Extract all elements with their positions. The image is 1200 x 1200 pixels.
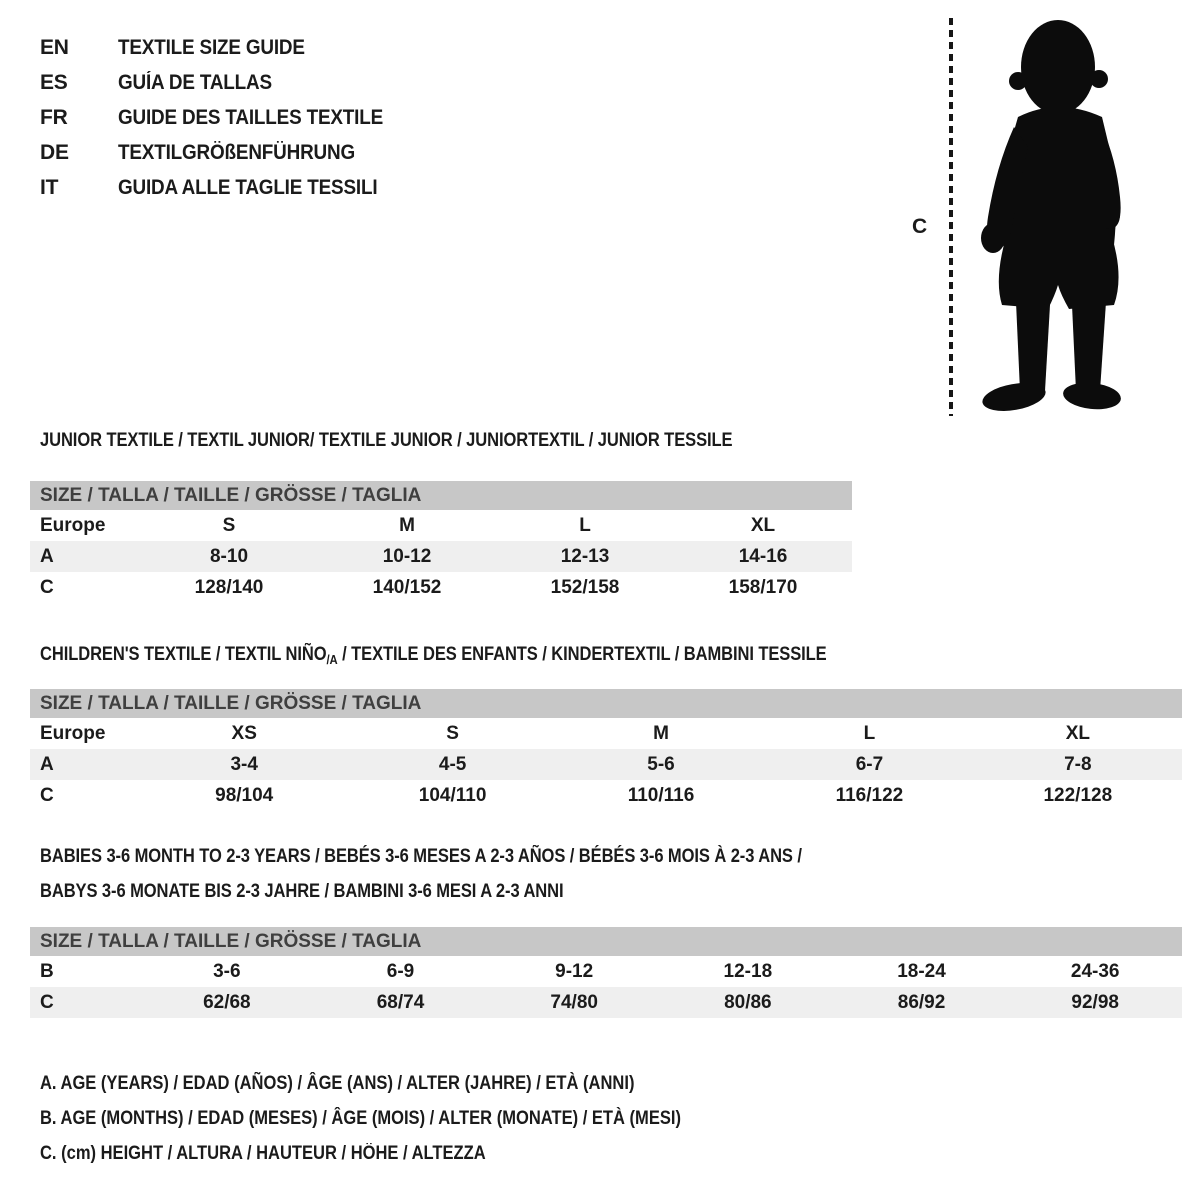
- size-column: S: [446, 722, 459, 744]
- size-column: S: [222, 514, 236, 536]
- row-label: C: [40, 784, 54, 806]
- region-label: Europe: [40, 514, 106, 536]
- cell-value: 6-9: [386, 960, 415, 982]
- language-title: GUIDE DES TAILLES TEXTILE: [118, 105, 384, 129]
- legend-line-c: C. (cm) HEIGHT / ALTURA / HAUTEUR / HÖHE / ALTEZZA: [40, 1142, 486, 1164]
- legend-line-b: B. AGE (MONTHS) / EDAD (MESES) / ÂGE (MOIS) / ALTER (MONATE) / ETÀ (MESI): [40, 1107, 681, 1129]
- language-code: ES: [40, 70, 68, 94]
- junior-size-table: [30, 481, 852, 603]
- toddler-silhouette: [962, 17, 1148, 415]
- table-row-age: [30, 749, 1182, 780]
- table-row-sizes: [30, 718, 1182, 749]
- cell-value: 110/116: [627, 784, 695, 806]
- measurement-legend: [40, 1066, 777, 1171]
- cell-value: 86/92: [897, 991, 946, 1013]
- language-title: TEXTILGRÖßENFÜHRUNG: [118, 140, 356, 164]
- language-code: DE: [40, 140, 69, 164]
- language-title: TEXTILE SIZE GUIDE: [118, 35, 305, 59]
- cell-value: 158/170: [728, 576, 798, 598]
- cell-value: 80/86: [724, 991, 772, 1013]
- language-row-fr: [40, 100, 412, 135]
- row-label: C: [40, 576, 54, 598]
- size-header-bar: SIZE / TALLA / TAILLE / GRÖSSE / TAGLIA: [30, 927, 1182, 956]
- cell-value: 6-7: [855, 753, 884, 775]
- language-row-it: [40, 170, 412, 205]
- babies-section-title-line2: BABYS 3-6 MONATE BIS 2-3 JAHRE / BAMBINI 3-6 MESI A 2-3 ANNI: [40, 881, 564, 902]
- cell-value: 122/128: [1043, 784, 1113, 806]
- table-row-height: [30, 987, 1182, 1018]
- cell-value: 12-18: [723, 960, 773, 982]
- cell-value: 128/140: [194, 576, 264, 598]
- cell-value: 68/74: [376, 991, 425, 1013]
- children-size-table: [30, 689, 1182, 811]
- size-column: XL: [750, 514, 776, 536]
- row-label: C: [40, 991, 54, 1013]
- nino-a-subscript: /A: [326, 652, 338, 667]
- cell-value: 18-24: [897, 960, 946, 982]
- cell-value: 3-6: [213, 960, 241, 982]
- language-row-en: [40, 30, 412, 65]
- cell-value: 24-36: [1070, 960, 1120, 982]
- region-label: Europe: [40, 722, 106, 744]
- cell-value: 7-8: [1064, 753, 1092, 775]
- language-code: EN: [40, 35, 69, 59]
- language-title: GUIDA ALLE TAGLIE TESSILI: [118, 175, 378, 199]
- size-column: L: [579, 514, 591, 536]
- language-row-es: [40, 65, 412, 100]
- row-label: B: [40, 960, 54, 982]
- cell-value: 3-4: [230, 753, 258, 775]
- cell-value: 12-13: [560, 545, 610, 567]
- language-code: FR: [40, 105, 68, 129]
- height-dashed-line: [949, 18, 953, 416]
- size-column: XL: [1065, 722, 1090, 744]
- table-row-sizes: [30, 510, 852, 541]
- children-section-title: CHILDREN'S TEXTILE / TEXTIL $NIÑO_{/A}$ / TEXTILE DES ENFANTS / KINDERTEXTIL / BAMBINI TESSILE: [40, 644, 827, 667]
- cell-value: 14-16: [738, 545, 788, 567]
- cell-value: 104/110: [418, 784, 487, 806]
- cell-value: 152/158: [550, 576, 620, 598]
- language-list: [40, 30, 412, 205]
- table-row-age: [30, 541, 852, 572]
- legend-line-a: A. AGE (YEARS) / EDAD (AÑOS) / ÂGE (ANS) / ALTER (JAHRE) / ETÀ (ANNI): [40, 1072, 635, 1094]
- height-measure-figure: [900, 15, 1180, 420]
- cell-value: 140/152: [372, 576, 442, 598]
- size-column: XS: [231, 722, 257, 744]
- cell-value: 62/68: [203, 991, 251, 1013]
- cell-value: 116/122: [835, 784, 904, 806]
- language-code: IT: [40, 175, 59, 199]
- cell-value: 5-6: [647, 753, 675, 775]
- junior-section-title: JUNIOR TEXTILE / TEXTIL JUNIOR/ TEXTILE JUNIOR / JUNIORTEXTIL / JUNIOR TESSILE: [40, 430, 733, 451]
- table-row-height: [30, 780, 1182, 811]
- babies-section-title-line1: BABIES 3-6 MONTH TO 2-3 YEARS / BEBÉS 3-6 MESES A 2-3 AÑOS / BÉBÉS 3-6 MOIS À 2-3 ANS /: [40, 846, 802, 867]
- size-column: M: [653, 722, 669, 744]
- language-row-de: [40, 135, 412, 170]
- table-row-age-months: [30, 956, 1182, 987]
- table-row-height: [30, 572, 852, 603]
- cell-value: 74/80: [550, 991, 598, 1013]
- cell-value: 98/104: [215, 784, 274, 806]
- row-label: A: [40, 545, 54, 567]
- row-label: A: [40, 753, 54, 775]
- language-title: GUÍA DE TALLAS: [118, 70, 272, 94]
- cell-value: 9-12: [555, 960, 594, 982]
- size-header-bar: SIZE / TALLA / TAILLE / GRÖSSE / TAGLIA: [30, 689, 1182, 718]
- cell-value: 92/98: [1071, 991, 1119, 1013]
- cell-value: 4-5: [438, 753, 467, 775]
- cell-value: 10-12: [382, 545, 432, 567]
- size-column: L: [863, 722, 876, 744]
- size-header-bar: SIZE / TALLA / TAILLE / GRÖSSE / TAGLIA: [30, 481, 852, 510]
- size-column: M: [399, 514, 415, 536]
- cell-value: 8-10: [209, 545, 249, 567]
- babies-size-table: [30, 927, 1182, 1018]
- height-measure-label: C: [912, 215, 928, 238]
